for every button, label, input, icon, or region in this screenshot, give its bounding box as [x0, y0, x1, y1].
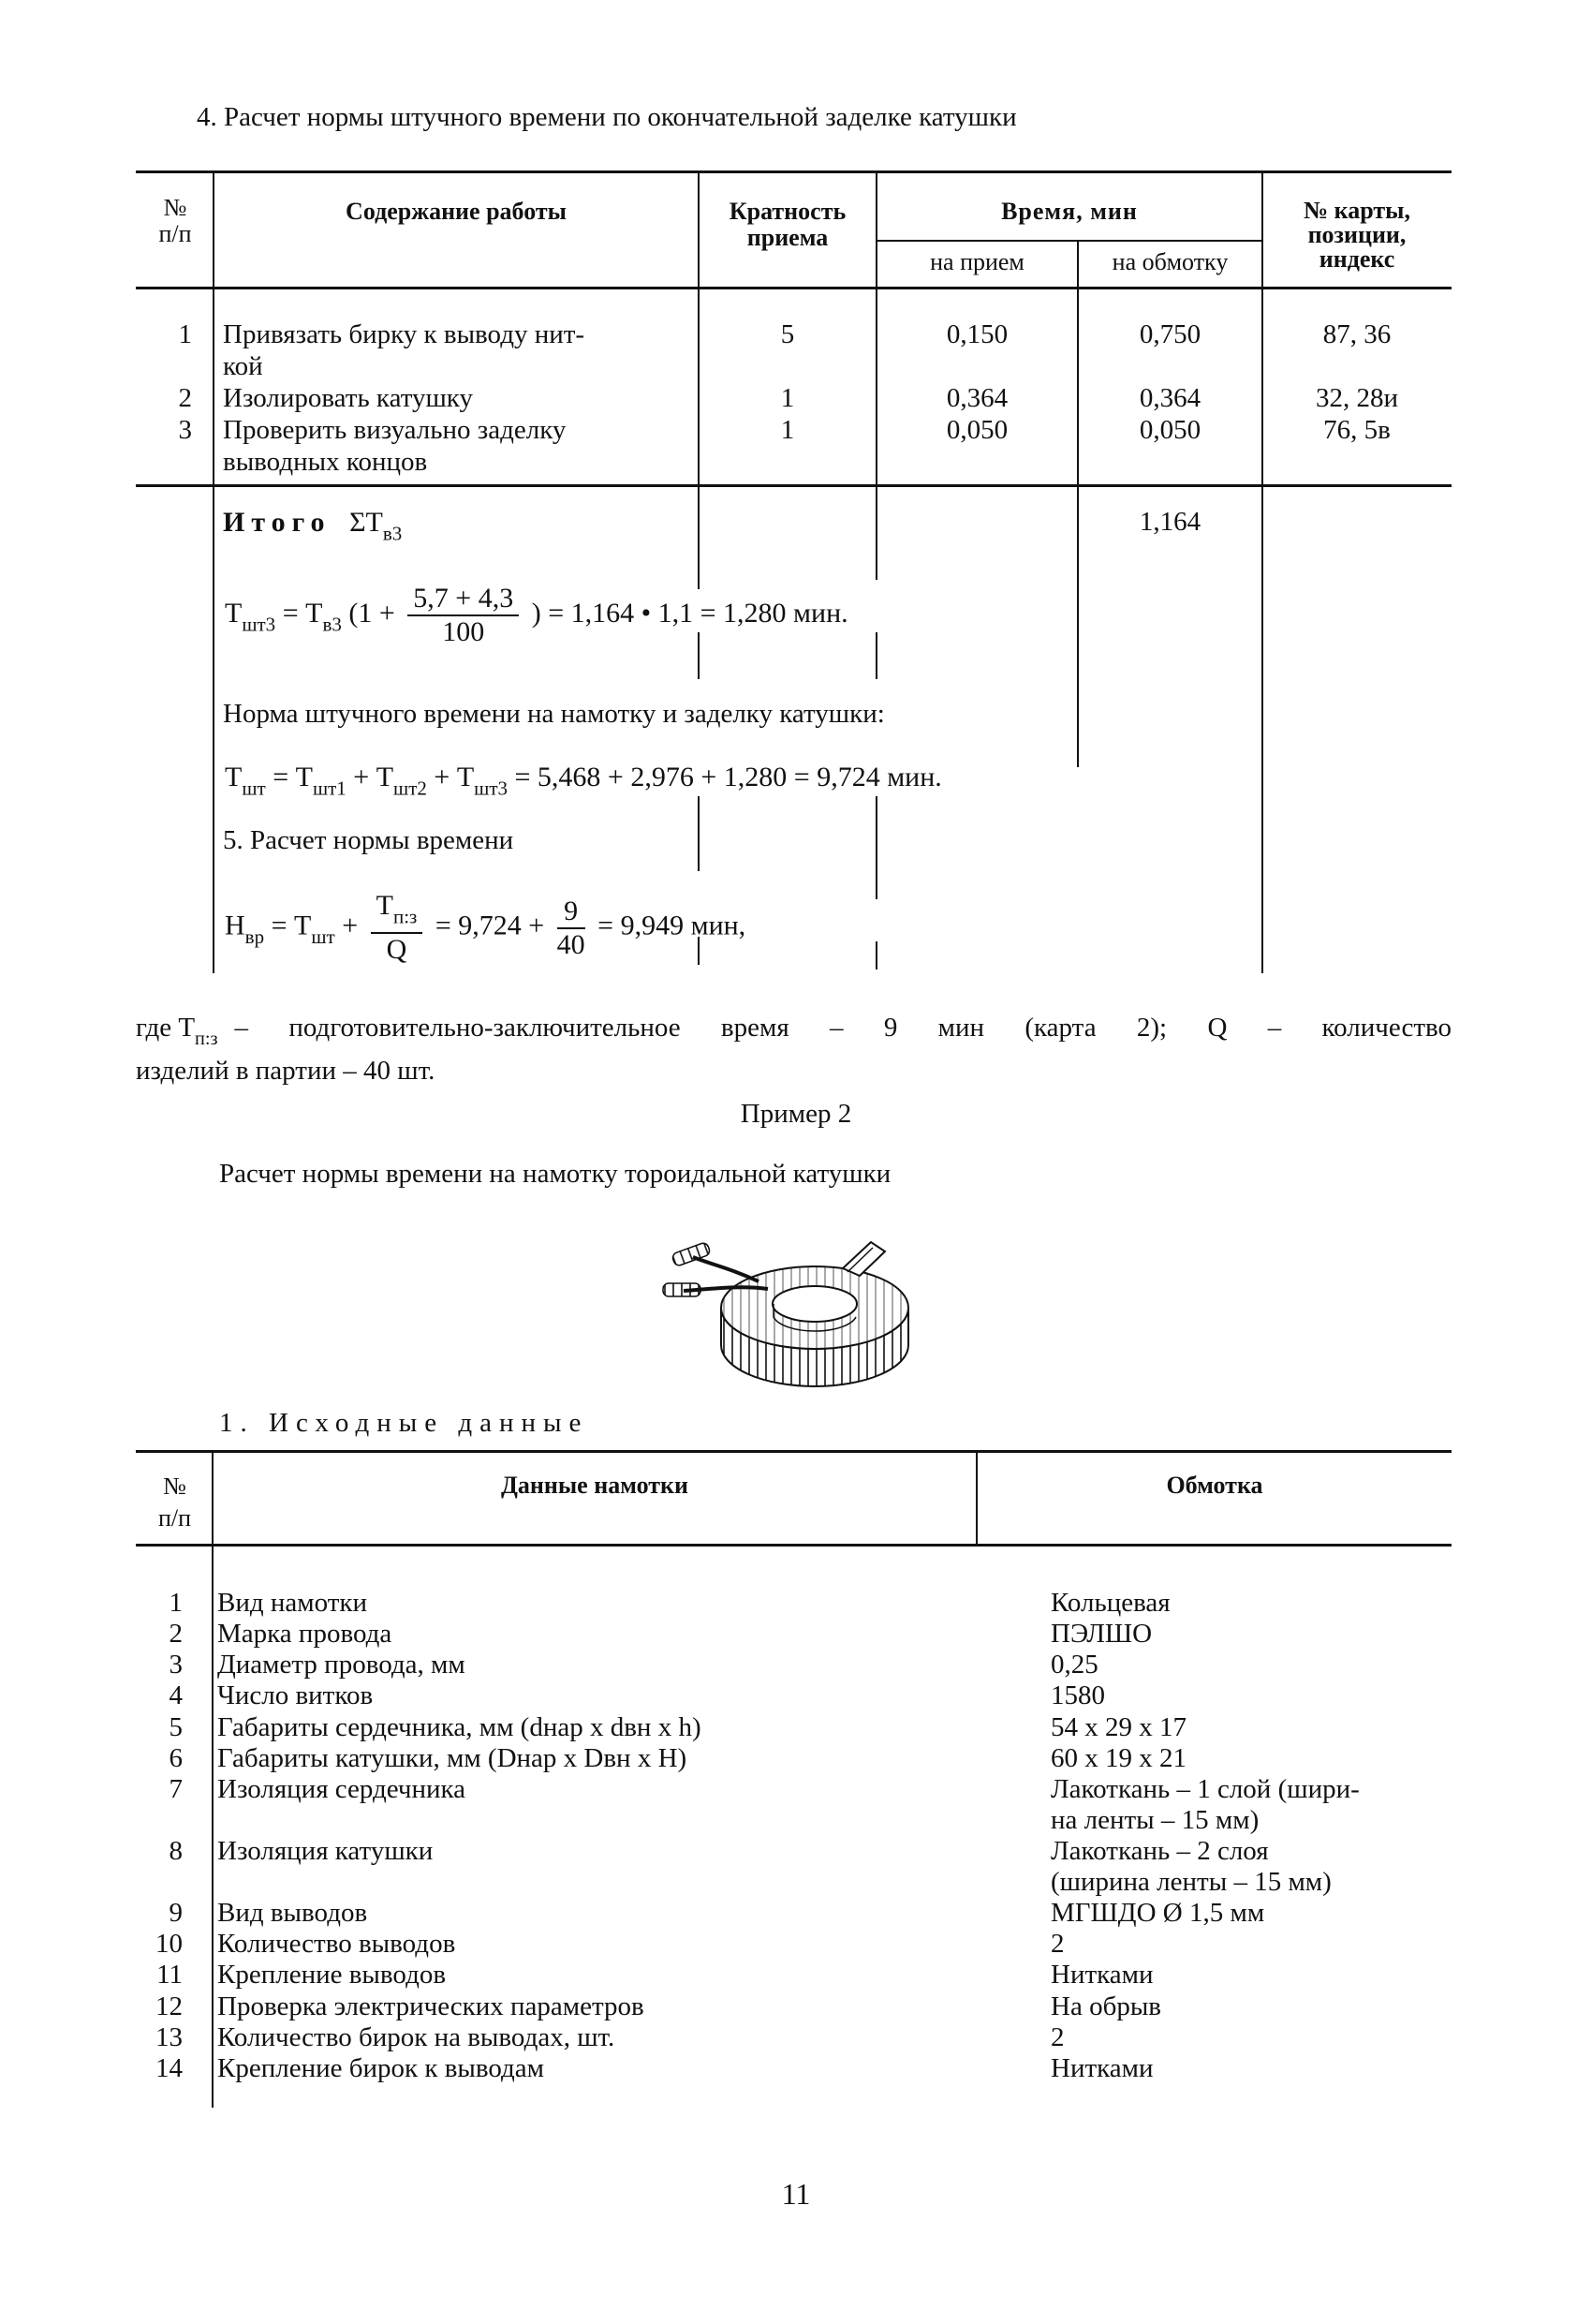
- header-per-coil: на обмотку: [1112, 248, 1229, 275]
- row-value: Лакоткань – 2 слоя (ширина ленты – 15 мм): [1051, 1836, 1332, 1897]
- toroidal-coil-illustration: [656, 1214, 955, 1401]
- row-label: Вид выводов: [217, 1898, 368, 1928]
- header-multiplicity: Кратность приема: [729, 198, 847, 251]
- row-number: 6: [169, 1743, 183, 1773]
- row-value: На обрыв: [1051, 1991, 1161, 2021]
- row-number: 12: [155, 1991, 183, 2021]
- row-label: Вид намотки: [217, 1588, 368, 1618]
- row-number: 8: [169, 1836, 183, 1866]
- row-value: 2: [1051, 1929, 1065, 1959]
- row-label: Количество выводов: [217, 1929, 456, 1959]
- row-value: 2: [1051, 2022, 1065, 2052]
- header-time: Время, мин: [1001, 198, 1138, 225]
- row-number: 1: [169, 1588, 183, 1618]
- row-label: Марка провода: [217, 1619, 392, 1649]
- row-value: 1580: [1051, 1680, 1105, 1710]
- row-label: Изоляция сердечника: [217, 1774, 466, 1804]
- total-label: Итого $\Sigma Т_{в3}$: [223, 507, 403, 545]
- section-5-title: 5. Расчет нормы времени: [223, 825, 514, 855]
- t2-header-data: Данные намотки: [501, 1472, 688, 1499]
- row-label: Изоляция катушки: [217, 1836, 434, 1866]
- header-per-step: на прием: [930, 248, 1024, 275]
- row-value: Нитками: [1051, 1960, 1154, 1990]
- example-title: Пример 2: [740, 1099, 852, 1129]
- page-number: 11: [781, 2177, 811, 2211]
- row-number: 13: [155, 2022, 183, 2052]
- row-label: Габариты сердечника, мм (dнар x dвн x h): [217, 1712, 701, 1742]
- row-value: МГШДО Ø 1,5 мм: [1051, 1898, 1265, 1928]
- t2-header-winding: Обмотка: [1166, 1472, 1263, 1499]
- row-label: Число витков: [217, 1680, 374, 1710]
- section-1-title: 1. Исходные данные: [219, 1408, 589, 1438]
- row-number: 7: [169, 1774, 183, 1804]
- row-value: Лакоткань – 1 слой (шири- на ленты – 15 мм): [1051, 1774, 1360, 1835]
- norm-label: Норма штучного времени на намотку и заделку катушки:: [223, 699, 885, 729]
- row-label: Крепление выводов: [217, 1960, 447, 1990]
- row-value: 54 x 29 x 17: [1051, 1712, 1187, 1742]
- t2-header-num: № п/п: [157, 1473, 192, 1532]
- row-value: 60 x 19 x 21: [1051, 1743, 1187, 1773]
- formula-norm-time: $Н_{вр} = Т_{шт}$ + $\frac{Т_{п:з}}{Q}$ = 9,724 + $\frac{9}{40}$ = 9,949 мин,: [225, 890, 746, 966]
- row-number: 9: [169, 1898, 183, 1928]
- row-label: Габариты катушки, мм (Dнар x Dвн x H): [217, 1743, 687, 1773]
- header-num: № п/п: [158, 194, 192, 247]
- section-4-title: 4. Расчет нормы штучного времени по окончательной заделке катушки: [197, 102, 1017, 132]
- row-number: 5: [169, 1712, 183, 1742]
- header-content: Содержание работы: [346, 198, 567, 225]
- example-subtitle: Расчет нормы времени на намотку тороидальной катушки: [219, 1159, 892, 1189]
- row-number: 10: [155, 1929, 183, 1959]
- where-note: где $Т_{п:з}$ – подготовительно-заключительное время – 9 мин (карта 2); Q – количество изделий в партии – 40 шт.: [136, 1013, 1452, 1087]
- formula-t-sht3: $Т_{шт3} = Т_{в3}$ (1 + $\frac{5,7 + 4,3}{100}$ ) = 1,164 • 1,1 = 1,280 мин.: [225, 583, 848, 647]
- row-label: Количество бирок на выводах, шт.: [217, 2022, 615, 2052]
- row-label: Крепление бирок к выводам: [217, 2053, 545, 2083]
- row-value: Кольцевая: [1051, 1588, 1171, 1618]
- row-number: 14: [155, 2053, 183, 2083]
- row-label: Диаметр провода, мм: [217, 1650, 465, 1680]
- row-number: 4: [169, 1680, 183, 1710]
- row-number: 3: [169, 1650, 183, 1680]
- formula-t-sht: $Т_{шт} = Т_{шт1} + Т_{шт2} + Т_{шт3} = 5,468 + 2,976 + 1,280 = 9,724$ мин.: [225, 762, 942, 800]
- row-number: 2: [169, 1619, 183, 1649]
- row-label: Проверка электрических параметров: [217, 1991, 644, 2021]
- header-card: № карты, позиции, индекс: [1304, 197, 1410, 273]
- row-value: ПЭЛШО: [1051, 1619, 1153, 1649]
- row-value: 0,25: [1051, 1650, 1098, 1680]
- row-value: Нитками: [1051, 2053, 1154, 2083]
- total-value: 1,164: [1139, 507, 1201, 537]
- row-number: 11: [156, 1960, 183, 1990]
